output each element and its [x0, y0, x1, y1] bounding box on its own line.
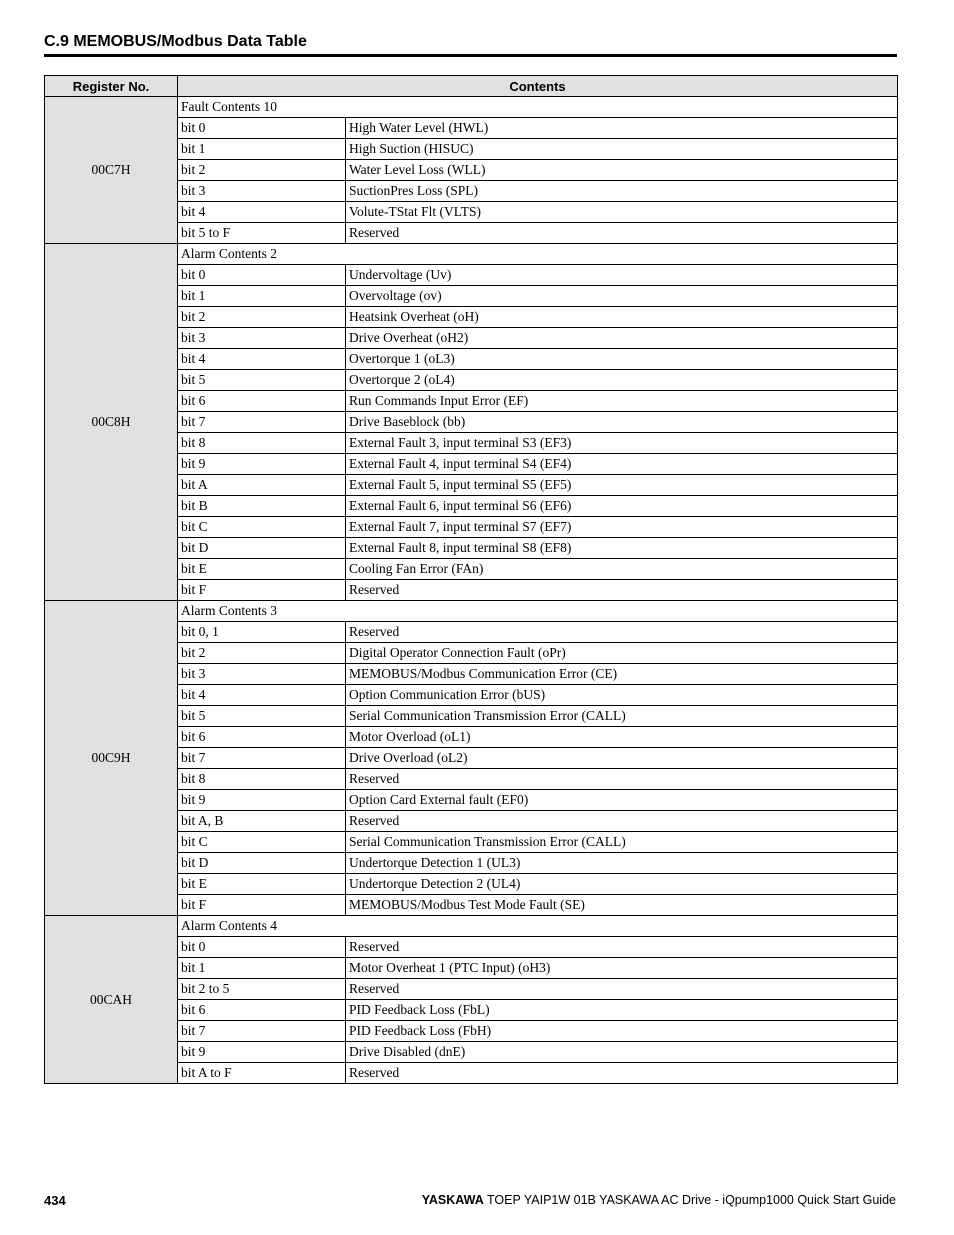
group-title-cell: Fault Contents 10 [178, 97, 898, 118]
bit-cell: bit F [178, 895, 346, 916]
bit-cell: bit 1 [178, 286, 346, 307]
bit-cell: bit D [178, 853, 346, 874]
description-cell: Reserved [346, 769, 898, 790]
description-cell: Option Communication Error (bUS) [346, 685, 898, 706]
description-cell: MEMOBUS/Modbus Test Mode Fault (SE) [346, 895, 898, 916]
description-cell: External Fault 4, input terminal S4 (EF4) [346, 454, 898, 475]
column-header-contents: Contents [178, 76, 898, 97]
bit-cell: bit 7 [178, 1021, 346, 1042]
bit-cell: bit 5 [178, 370, 346, 391]
description-cell: Serial Communication Transmission Error (CALL) [346, 706, 898, 727]
description-cell: Drive Baseblock (bb) [346, 412, 898, 433]
group-title-cell: Alarm Contents 2 [178, 244, 898, 265]
bit-cell: bit A to F [178, 1063, 346, 1084]
bit-cell: bit 3 [178, 664, 346, 685]
description-cell: Overvoltage (ov) [346, 286, 898, 307]
description-cell: Water Level Loss (WLL) [346, 160, 898, 181]
bit-cell: bit 0 [178, 265, 346, 286]
table-body [45, 97, 898, 1084]
memobus-data-table [44, 75, 898, 1084]
bit-cell: bit 4 [178, 685, 346, 706]
description-cell: Motor Overheat 1 (PTC Input) (oH3) [346, 958, 898, 979]
bit-cell: bit 1 [178, 139, 346, 160]
description-cell: External Fault 5, input terminal S5 (EF5) [346, 475, 898, 496]
description-cell: Reserved [346, 622, 898, 643]
description-cell: Drive Overheat (oH2) [346, 328, 898, 349]
bit-cell: bit 6 [178, 727, 346, 748]
bit-cell: bit 6 [178, 1000, 346, 1021]
bit-cell: bit 6 [178, 391, 346, 412]
description-cell: Undertorque Detection 1 (UL3) [346, 853, 898, 874]
group-title-row [45, 916, 898, 937]
description-cell: Cooling Fan Error (FAn) [346, 559, 898, 580]
description-cell: Overtorque 1 (oL3) [346, 349, 898, 370]
description-cell: Reserved [346, 580, 898, 601]
description-cell: SuctionPres Loss (SPL) [346, 181, 898, 202]
group-title-row [45, 97, 898, 118]
bit-cell: bit 4 [178, 202, 346, 223]
description-cell: Volute-TStat Flt (VLTS) [346, 202, 898, 223]
bit-cell: bit 1 [178, 958, 346, 979]
bit-cell: bit B [178, 496, 346, 517]
description-cell: Reserved [346, 979, 898, 1000]
description-cell: External Fault 3, input terminal S3 (EF3) [346, 433, 898, 454]
bit-cell: bit 2 [178, 643, 346, 664]
description-cell: PID Feedback Loss (FbL) [346, 1000, 898, 1021]
group-title-cell: Alarm Contents 4 [178, 916, 898, 937]
register-number-cell: 00C8H [45, 244, 178, 601]
description-cell: Overtorque 2 (oL4) [346, 370, 898, 391]
register-number-cell: 00C9H [45, 601, 178, 916]
bit-cell: bit E [178, 874, 346, 895]
section-title: C.9 MEMOBUS/Modbus Data Table [44, 33, 307, 50]
bit-cell: bit 5 [178, 706, 346, 727]
description-cell: Option Card External fault (EF0) [346, 790, 898, 811]
bit-cell: bit C [178, 517, 346, 538]
bit-cell: bit A [178, 475, 346, 496]
description-cell: Undertorque Detection 2 (UL4) [346, 874, 898, 895]
bit-cell: bit 0 [178, 937, 346, 958]
description-cell: Reserved [346, 223, 898, 244]
bit-cell: bit 8 [178, 769, 346, 790]
description-cell: Drive Disabled (dnE) [346, 1042, 898, 1063]
description-cell: MEMOBUS/Modbus Communication Error (CE) [346, 664, 898, 685]
description-cell: Run Commands Input Error (EF) [346, 391, 898, 412]
description-cell: Reserved [346, 811, 898, 832]
description-cell: Undervoltage (Uv) [346, 265, 898, 286]
bit-cell: bit E [178, 559, 346, 580]
group-title-cell: Alarm Contents 3 [178, 601, 898, 622]
bit-cell: bit 3 [178, 181, 346, 202]
bit-cell: bit 4 [178, 349, 346, 370]
description-cell: External Fault 7, input terminal S7 (EF7) [346, 517, 898, 538]
group-title-row [45, 244, 898, 265]
description-cell: Reserved [346, 937, 898, 958]
description-cell: High Water Level (HWL) [346, 118, 898, 139]
bit-cell: bit 0 [178, 118, 346, 139]
description-cell: External Fault 8, input terminal S8 (EF8) [346, 538, 898, 559]
bit-cell: bit 5 to F [178, 223, 346, 244]
bit-cell: bit 2 to 5 [178, 979, 346, 1000]
title-rule [44, 54, 897, 57]
description-cell: Digital Operator Connection Fault (oPr) [346, 643, 898, 664]
page-number: 434 [44, 1193, 66, 1208]
column-header-register: Register No. [45, 76, 178, 97]
bit-cell: bit D [178, 538, 346, 559]
description-cell: External Fault 6, input terminal S6 (EF6) [346, 496, 898, 517]
bit-cell: bit 7 [178, 748, 346, 769]
register-number-cell: 00CAH [45, 916, 178, 1084]
bit-cell: bit 2 [178, 160, 346, 181]
footer-doc-title: TOEP YAIP1W 01B YASKAWA AC Drive - iQpump1000 Quick Start Guide [487, 1193, 896, 1207]
description-cell: PID Feedback Loss (FbH) [346, 1021, 898, 1042]
bit-cell: bit 2 [178, 307, 346, 328]
bit-cell: bit F [178, 580, 346, 601]
register-number-cell: 00C7H [45, 97, 178, 244]
footer-brand: YASKAWA [421, 1193, 484, 1207]
description-cell: Drive Overload (oL2) [346, 748, 898, 769]
bit-cell: bit A, B [178, 811, 346, 832]
bit-cell: bit 9 [178, 1042, 346, 1063]
bit-cell: bit 3 [178, 328, 346, 349]
bit-cell: bit C [178, 832, 346, 853]
footer-doc-info [422, 1193, 896, 1207]
bit-cell: bit 0, 1 [178, 622, 346, 643]
description-cell: Motor Overload (oL1) [346, 727, 898, 748]
bit-cell: bit 7 [178, 412, 346, 433]
bit-cell: bit 9 [178, 790, 346, 811]
description-cell: Reserved [346, 1063, 898, 1084]
group-title-row [45, 601, 898, 622]
table-header-row [45, 76, 898, 97]
description-cell: Heatsink Overheat (oH) [346, 307, 898, 328]
description-cell: High Suction (HISUC) [346, 139, 898, 160]
bit-cell: bit 9 [178, 454, 346, 475]
description-cell: Serial Communication Transmission Error (CALL) [346, 832, 898, 853]
bit-cell: bit 8 [178, 433, 346, 454]
